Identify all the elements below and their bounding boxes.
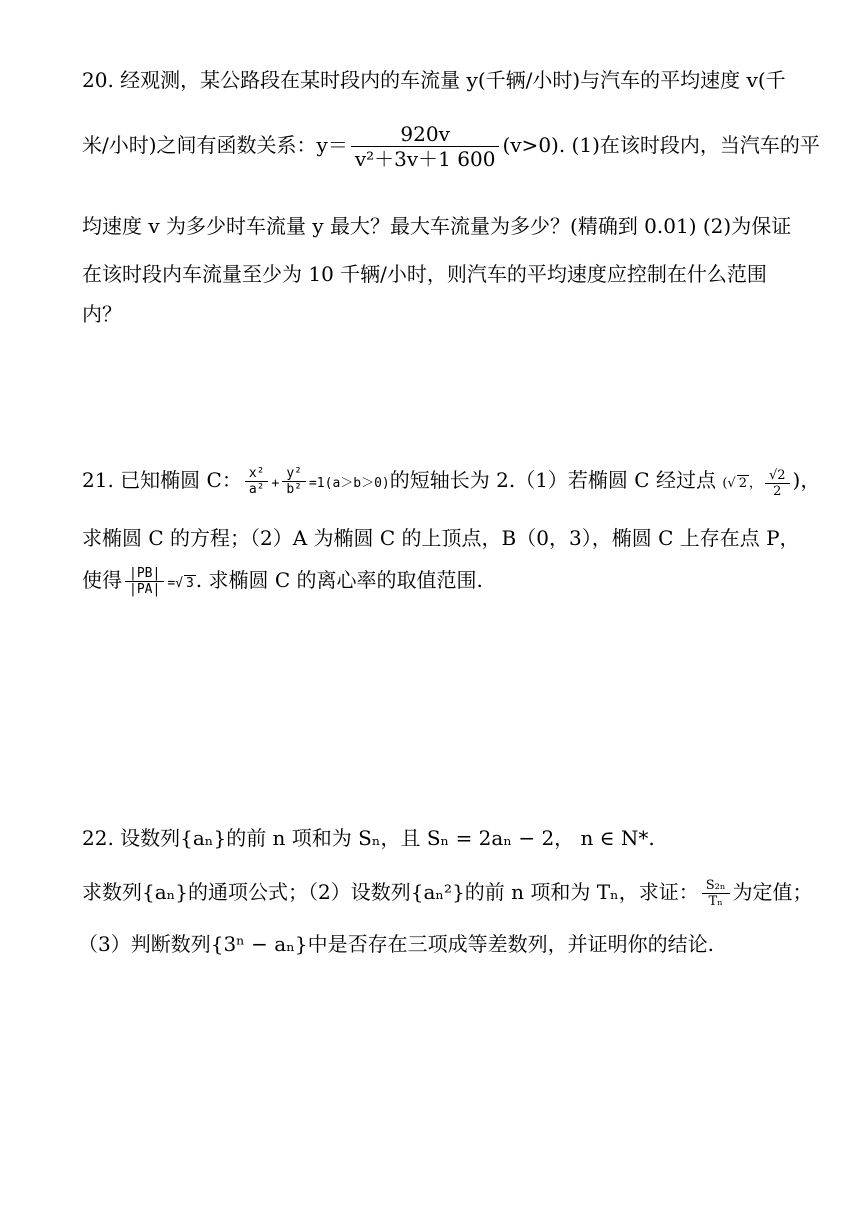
q21-point: (√ 2 ， $\frac{√2}{2}$ [722, 476, 792, 491]
q22-ratio-den: Tₙ [702, 893, 730, 909]
q21-ratio-sqrt: √ 3 [175, 576, 194, 591]
q20-line-2-pre: 米/小时)之间有函数关系：y＝ [82, 133, 348, 157]
q21-line-3-post: . 求椭圆 C 的离心率的取值范围. [195, 568, 483, 592]
q21-line-1-mid: 的短轴长为 2.（1）若椭圆 C 经过点 [389, 468, 716, 492]
q22-ratio-fraction [702, 878, 730, 909]
q21-ratio-den: |PA| [125, 581, 164, 597]
q21-y-denominator: b² [282, 481, 306, 497]
q21-ellipse-x-fraction [245, 466, 269, 497]
q21-point-close: )， [792, 468, 821, 492]
q21-eq-tail: =1(a＞b＞0) [308, 476, 390, 491]
q21-line-1 [82, 466, 820, 499]
q21-ratio-sqrt-value: 3 [185, 576, 194, 591]
q22-line-1: 22. 设数列{aₙ}的前 n 项和为 Sₙ，且 Sₙ = 2aₙ − 2， n ∈ N*. [82, 826, 655, 850]
q22-line-3: （3）判断数列{3ⁿ − aₙ}中是否存在三项成等差数列，并证明你的结论. [78, 932, 714, 956]
q21-point-sqrt: 2 [738, 476, 747, 491]
q20-line-5: 内？ [82, 302, 122, 326]
q21-line-3 [82, 566, 483, 597]
q21-y-numerator: y² [286, 466, 302, 481]
q20-fraction-numerator: 920v [400, 122, 450, 146]
q21-point-frac-den: 2 [765, 483, 790, 499]
q22-ratio-num: S₂ₙ [705, 878, 726, 893]
q22-line-2-pre: 求数列{aₙ}的通项公式；（2）设数列{aₙ²}的前 n 项和为 Tₙ，求证： [82, 880, 699, 904]
q21-ratio-fraction [125, 566, 164, 597]
q20-line-2 [82, 122, 820, 171]
q21-line-3-pre: 使得 [82, 568, 122, 592]
q21-point-open: ( [722, 476, 728, 491]
q20-fraction-denominator: v²＋3v＋1 600 [351, 146, 500, 171]
q21-point-frac-num: √2 [768, 468, 786, 483]
q22-line-2 [82, 878, 813, 909]
q21-point-fraction [765, 468, 790, 499]
q21-eq-plus: + [271, 476, 280, 491]
q21-point-comma: ， [748, 476, 762, 491]
q21-ellipse-y-fraction [282, 466, 306, 497]
q20-function-fraction [351, 122, 500, 171]
q21-ratio-num: |PB| [129, 566, 161, 581]
q21-line-1-pre: 21. 已知椭圆 C： [82, 468, 242, 492]
q20-line-4: 在该时段内车流量至少为 10 千辆/小时，则汽车的平均速度应控制在什么范围 [82, 262, 767, 286]
q20-line-1: 20. 经观测，某公路段在某时段内的车流量 y(千辆/小时)与汽车的平均速度 v(千 [82, 68, 786, 92]
q21-x-numerator: x² [248, 466, 265, 481]
q20-line-2-post: (v>0). (1)在该时段内，当汽车的平 [502, 133, 820, 157]
q22-line-2-post: 为定值； [732, 880, 813, 904]
q21-x-denominator: a² [245, 481, 269, 497]
q21-ratio-eq: = [167, 576, 176, 591]
q20-line-3: 均速度 v 为多少时车流量 y 最大？最大车流量为多少？(精确到 0.01) (2)为保证 [82, 214, 792, 238]
q21-line-2: 求椭圆 C 的方程；（2）A 为椭圆 C 的上顶点，B（0，3），椭圆 C 上存在点 P， [82, 526, 800, 550]
